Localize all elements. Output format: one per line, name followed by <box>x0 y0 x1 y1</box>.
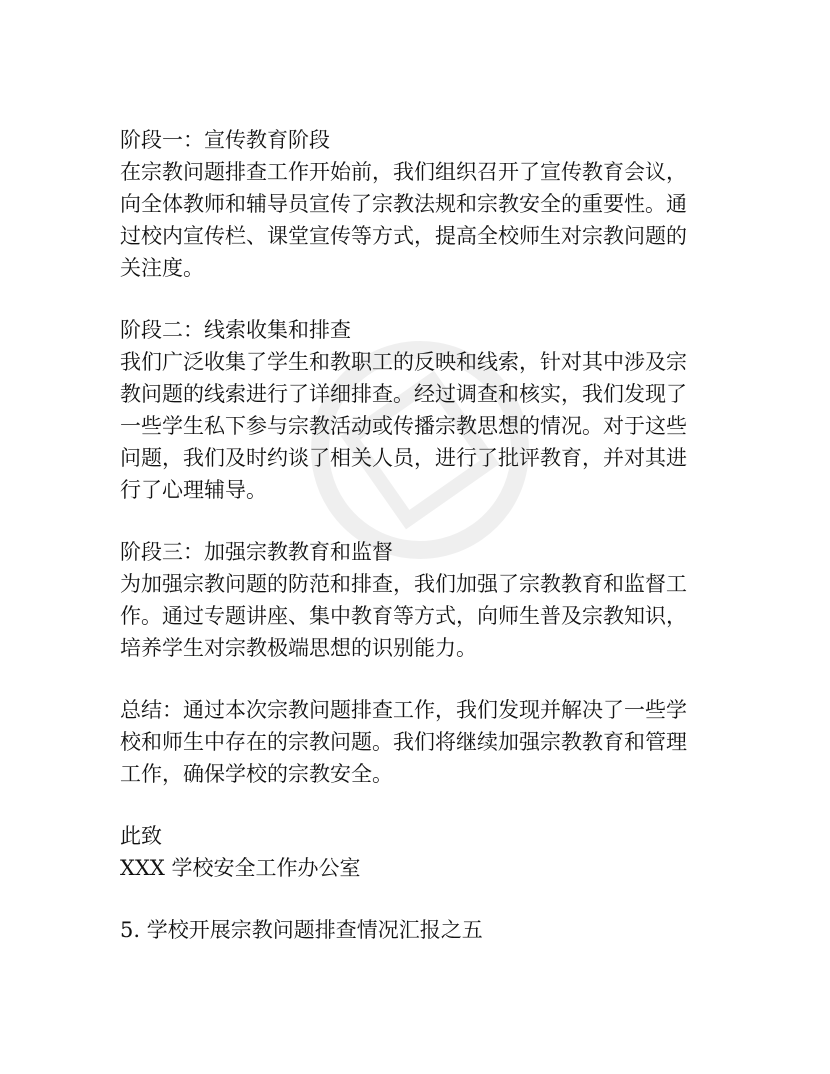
paragraph-line: 教问题的线索进行了详细排查。经过调查和核实，我们发现了 <box>120 382 687 406</box>
section-stage-2 <box>120 314 720 506</box>
section-heading: 阶段二：线索收集和排查 <box>120 318 351 342</box>
closing-salutation: 此致 <box>120 824 162 848</box>
section-heading: 阶段三：加强宗教教育和监督 <box>120 540 393 564</box>
paragraph-line: 为加强宗教问题的防范和排查，我们加强了宗教教育和监督工 <box>120 572 687 596</box>
paragraph-line: 一些学生私下参与宗教活动或传播宗教思想的情况。对于这些 <box>120 414 687 438</box>
summary-paragraph <box>120 694 720 790</box>
paragraph-line: 校和师生中存在的宗教问题。我们将继续加强宗教教育和管理 <box>120 730 687 754</box>
closing-block <box>120 820 720 884</box>
paragraph-line: 我们广泛收集了学生和教职工的反映和线索，针对其中涉及宗 <box>120 350 687 374</box>
section-stage-3 <box>120 536 720 664</box>
sender-name: XXX 学校安全工作办公室 <box>120 856 361 880</box>
paragraph-line: 总结：通过本次宗教问题排查工作，我们发现并解决了一些学 <box>120 698 687 722</box>
paragraph-line: 在宗教问题排查工作开始前，我们组织召开了宣传教育会议， <box>120 160 687 184</box>
paragraph-line: 行了心理辅导。 <box>120 478 267 502</box>
paragraph-line: 工作，确保学校的宗教安全。 <box>120 762 393 786</box>
document-body <box>120 124 720 946</box>
section-heading: 阶段一：宣传教育阶段 <box>120 128 330 152</box>
paragraph-line: 作。通过专题讲座、集中教育等方式，向师生普及宗教知识， <box>120 604 687 628</box>
paragraph-line: 关注度。 <box>120 256 204 280</box>
paragraph-line: 向全体教师和辅导员宣传了宗教法规和宗教安全的重要性。通 <box>120 192 687 216</box>
next-report-heading: 5. 学校开展宗教问题排查情况汇报之五 <box>120 918 483 942</box>
paragraph-line: 过校内宣传栏、课堂宣传等方式，提高全校师生对宗教问题的 <box>120 224 687 248</box>
paragraph-line: 问题，我们及时约谈了相关人员，进行了批评教育，并对其进 <box>120 446 687 470</box>
paragraph-line: 培养学生对宗教极端思想的识别能力。 <box>120 636 477 660</box>
section-stage-1 <box>120 124 720 284</box>
